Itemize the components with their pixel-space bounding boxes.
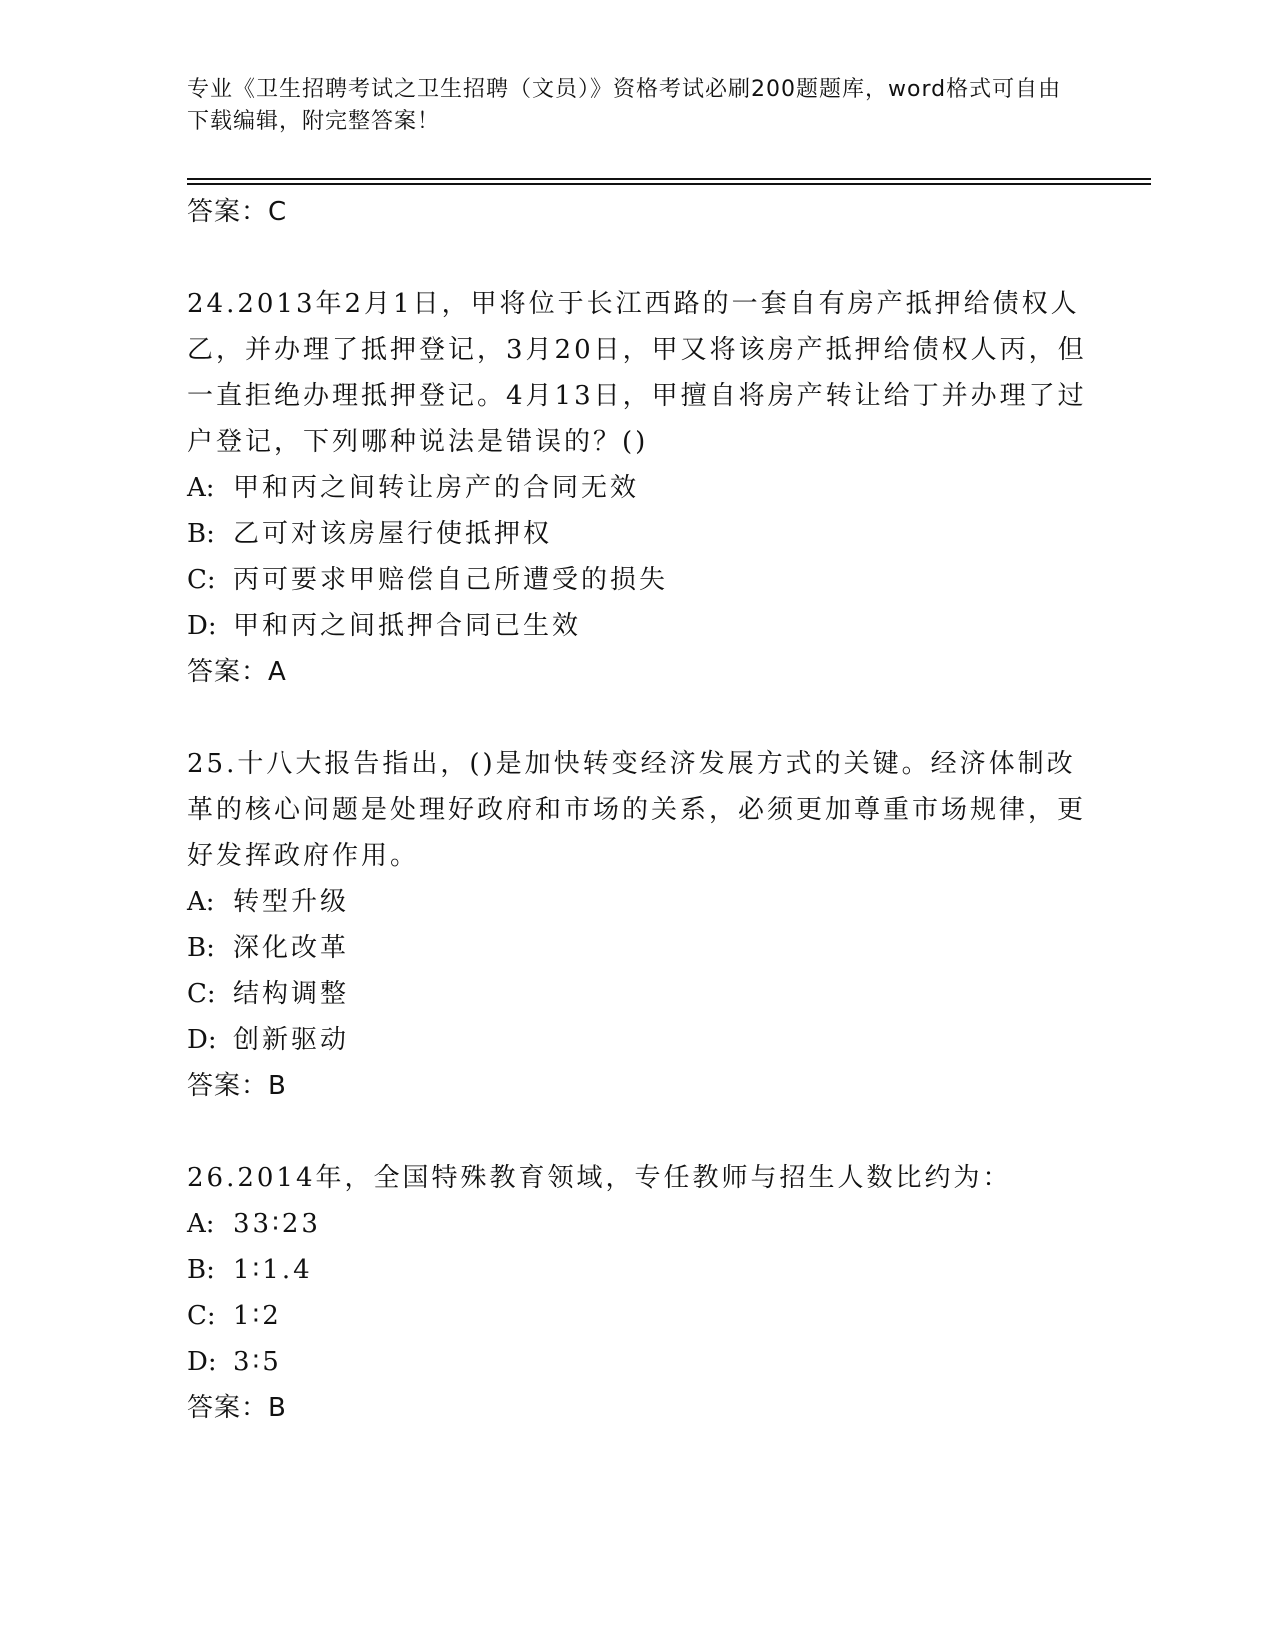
- document-header: 专业《卫生招聘考试之卫生招聘（文员）》资格考试必刷200题题库，word格式可自由下载编辑，附完整答案！: [187, 77, 1062, 134]
- option-text: 转型升级: [233, 887, 350, 917]
- previous-answer: 答案：C: [187, 197, 288, 227]
- option-text: 深化改革: [233, 933, 350, 963]
- option-b: [187, 511, 1087, 557]
- option-text: 3∶5: [233, 1347, 282, 1377]
- option-key: B:: [187, 933, 215, 963]
- option-text: 1∶2: [233, 1301, 282, 1331]
- option-a: [187, 1201, 1087, 1247]
- question-text: 24.2013年2月1日，甲将位于长江西路的一套自有房产抵押给债权人乙，并办理了抵押登记，3月20日，甲又将该房产抵押给债权人丙，但一直拒绝办理抵押登记。4月13日，甲擅自将房产转让给丁并办理了过户登记，下列哪种说法是错误的？(): [187, 289, 1087, 457]
- option-key: B:: [187, 1255, 215, 1285]
- option-key: C:: [187, 565, 216, 595]
- question-answer: 答案：B: [187, 1393, 287, 1423]
- option-a: [187, 465, 1087, 511]
- option-key: B:: [187, 519, 215, 549]
- question-answer: 答案：A: [187, 657, 287, 687]
- option-text: 1∶1.4: [233, 1255, 313, 1285]
- option-key: A:: [187, 887, 215, 917]
- option-d: [187, 1017, 1087, 1063]
- option-text: 创新驱动: [233, 1025, 350, 1055]
- header-divider-secondary: [187, 183, 1151, 185]
- option-key: A:: [187, 473, 215, 503]
- option-b: [187, 1247, 1087, 1293]
- option-key: A:: [187, 1209, 215, 1239]
- option-key: D:: [187, 1347, 217, 1377]
- question-list: [187, 189, 1087, 1431]
- option-text: 甲和丙之间转让房产的合同无效: [233, 473, 640, 503]
- option-key: D:: [187, 611, 217, 641]
- option-key: D:: [187, 1025, 217, 1055]
- question-text: 25.十八大报告指出，()是加快转变经济发展方式的关键。经济体制改革的核心问题是处理好政府和市场的关系，必须更加尊重市场规律，更好发挥政府作用。: [187, 749, 1087, 871]
- question-item: [187, 1155, 1087, 1431]
- header-divider: [187, 178, 1151, 180]
- option-d: [187, 1339, 1087, 1385]
- option-text: 33∶23: [233, 1209, 321, 1239]
- option-text: 结构调整: [233, 979, 350, 1009]
- option-b: [187, 925, 1087, 971]
- option-c: [187, 971, 1087, 1017]
- option-text: 甲和丙之间抵押合同已生效: [233, 611, 582, 641]
- option-c: [187, 557, 1087, 603]
- option-c: [187, 1293, 1087, 1339]
- option-d: [187, 603, 1087, 649]
- question-item: [187, 741, 1087, 1109]
- option-text: 乙可对该房屋行使抵押权: [233, 519, 553, 549]
- option-a: [187, 879, 1087, 925]
- question-text: 26.2014年，全国特殊教育领域，专任教师与招生人数比约为：: [187, 1163, 1012, 1193]
- option-key: C:: [187, 1301, 216, 1331]
- question-item: [187, 281, 1087, 695]
- option-key: C:: [187, 979, 216, 1009]
- option-text: 丙可要求甲赔偿自己所遭受的损失: [233, 565, 669, 595]
- question-answer: 答案：B: [187, 1071, 287, 1101]
